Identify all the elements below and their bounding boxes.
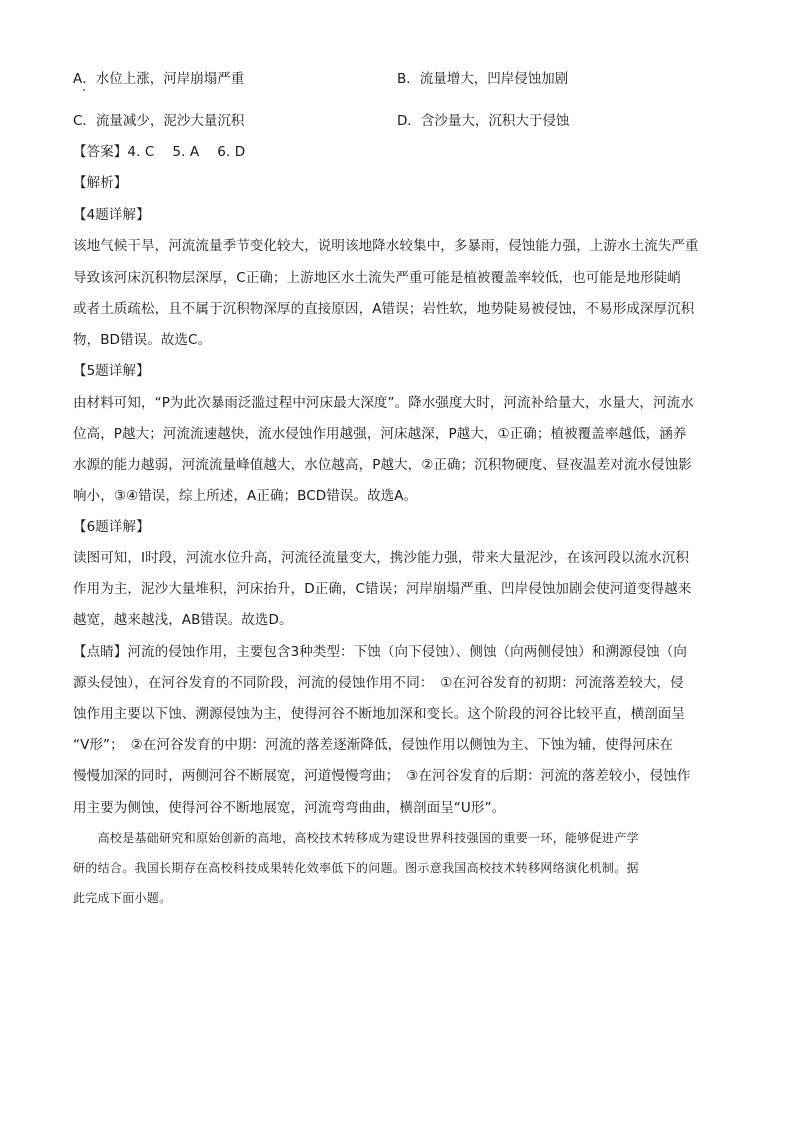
q6-line: 作用为主，泥沙大量堆积，河床抬升，D正确，C错误；河岸崩塌严重、凹岸侵蚀加剧会使河道变得越来 [73,581,692,597]
option-d: D．含沙量大，沉积大于侵蚀 [397,113,570,129]
q5-line: 位高，P越大；河流流速越快，流水侵蚀作用越强，河床越深，P越大，①正确；植被覆盖率越低，涵养 [73,426,687,442]
analysis-tag: 【解析】 [73,175,128,191]
q5-line: 水源的能力越弱，河流流量峰值越大，水位越高，P越大，②正确；沉积物硬度、昼夜温差对流水侵蚀影 [73,457,692,473]
passage-line: 研的结合。我国长期存在高校科技成果转化效率低下的问题。图示意我国高校技术转移网络演化机制。据 [73,861,639,875]
tip-line: 蚀作用主要以下蚀、溯源侵蚀为主，使得河谷不断地加深和变长。这个阶段的河谷比较平直，横剖面呈 [73,706,685,722]
answer-5: 5. A [172,144,200,160]
q5-line: 由材料可知，“P为此次暴雨泛滥过程中河床最大深度”。降水强度大时，河流补给量大，水量大，河流水 [73,395,694,411]
q6-line: 越宽，越来越浅，AB错误。故选D。 [73,612,293,628]
q6-line: 读图可知，Ⅰ时段，河流水位升高，河流径流量变大，携沙能力强，带来大量泥沙，在该河段以流水沉积 [73,550,690,566]
tip-line: 慢慢加深的同时，两侧河谷不断展宽，河道慢慢弯曲； ③在河谷发育的后期：河流的落差较小，侵蚀作 [73,768,691,784]
answer-tag: 【答案】 [73,144,128,160]
q4-heading: 【4题详解】 [73,207,150,223]
option-b: B．流量增大，凹岸侵蚀加剧 [397,71,569,87]
q5-heading: 【5题详解】 [73,363,150,379]
tip-line: “V形”； ②在河谷发育的中期：河流的落差逐渐降低，侵蚀作用以侧蚀为主、下蚀为辅，使得河床在 [73,737,674,753]
passage-line: 高校是基础研究和原始创新的高地，高校技术转移成为建设世界科技强国的重要一环，能够促进产学 [73,831,639,845]
passage-line: 此完成下面小题。 [73,891,172,905]
q4-line: 导致该河床沉积物层深厚，C正确；上游地区水土流失严重可能是植被覆盖率较低，也可能是地形陡峭 [73,270,681,286]
option-c: C．流量减少，泥沙大量沉积 [73,113,245,129]
answer-line [73,140,245,160]
stray-dot [83,89,85,91]
q6-heading: 【6题详解】 [73,519,150,535]
tip-line: 【点睛】河流的侵蚀作用，主要包含3种类型：下蚀（向下侵蚀）、侧蚀（向两侧侵蚀）和溯源侵蚀（向 [73,644,687,660]
answer-6: 6. D [217,144,246,160]
tip-line: 源头侵蚀），在河谷发育的不同阶段，河流的侵蚀作用不同： ①在河谷发育的初期：河流落差较大，侵 [73,675,684,691]
q5-line: 响小，③④错误，综上所述，A正确；BCD错误。故选A。 [73,488,418,504]
q4-line: 该地气候干旱，河流流量季节变化较大，说明该地降水较集中，多暴雨，侵蚀能力强，上游水土流失严重 [73,238,699,254]
option-a: A．水位上涨，河岸崩塌严重 [73,71,245,87]
answer-4: 4. C [127,144,155,160]
tip-line: 用主要为侧蚀，使得河谷不断地展宽，河流弯弯曲曲，横剖面呈“U形”。 [73,800,506,816]
q4-line: 物，BD错误。故选C。 [73,332,212,348]
q4-line: 或者土质疏松，且不属于沉积物深厚的直接原因，A错误；岩性软，地势陡易被侵蚀，不易形成深厚沉积 [73,301,695,317]
